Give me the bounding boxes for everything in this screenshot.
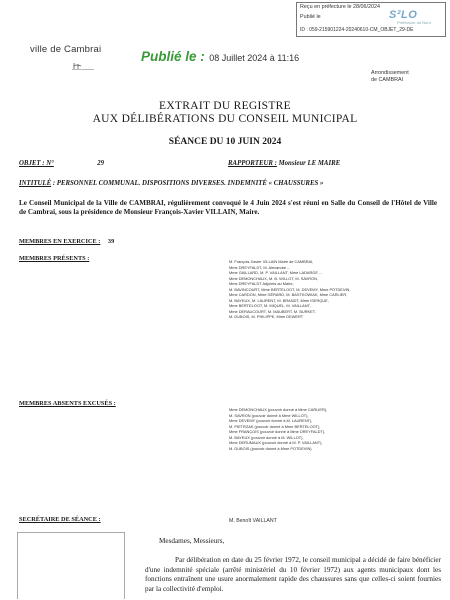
published-date: 08 Juillet 2024 à 11:16 <box>209 53 300 63</box>
published-banner <box>141 48 299 66</box>
list-item: Mme BERTELOOT, M. MIQUEL, M. VAILLANT, <box>229 303 311 309</box>
list-item: M. BAYEUX, M. LAURENT, M. BRANDT, Mme ISERQUE, <box>229 297 329 303</box>
city-logo: ville de Cambrai <box>30 44 102 55</box>
secretaire-label: SECRÉTAIRE DE SÉANCE : <box>19 516 101 523</box>
arrondissement <box>371 70 409 84</box>
stamp-published: Publié le <box>300 14 321 20</box>
list-item: Mme DEVEMY (pouvoir donné à M. LAURENT), <box>229 418 313 424</box>
objet-label: OBJET : N° <box>19 160 54 167</box>
stamp-brand-sub: Préfecture du Nord <box>397 20 431 25</box>
stamp-brand: S²LO <box>389 9 418 21</box>
exercice-count: 39 <box>107 238 115 245</box>
list-item: M. DUBOIS (pouvoir donné à Mme POTDEVIN) <box>229 445 312 451</box>
arrondissement-line2: de CAMBRAI <box>371 77 404 83</box>
list-item: M. SAVRON (pouvoir donné à Mme WILLOT), <box>229 412 309 418</box>
salutation: Mesdames, Messieurs, <box>159 537 225 545</box>
intitule-text: : PERSONNEL COMMUNAL. DISPOSITIONS DIVERSES. INDEMNITÉ « CHAUSSURES » <box>52 180 324 187</box>
logo-mark-icon <box>72 57 94 65</box>
list-item: Mme DEMONCHAUX, M. B. WILLOT, M. SAVRON, <box>229 275 318 281</box>
body-paragraph: Par délibération en date du 25 février 1972, le conseil municipal a décidé de faire bénéficier d'une indemnité spéciale (arrêté ministériel du 10 février 1972) aux agents municipaux dont les fonctions entraînent une usure anormalement rapide des chaussures sans que celles-ci soient fournies par la collectivité d'emploi. <box>145 556 441 593</box>
list-item: M. DUBOIS, M. PHILIPPE, Mme DEWERT <box>229 314 304 320</box>
rapporteur-name: Monsieur LE MAIRE <box>278 160 341 167</box>
rapporteur-label: RAPPORTEUR : <box>228 160 277 167</box>
list-item: Mme DERAUCOURT, M. MAUBERT, M. BURKET, <box>229 308 316 314</box>
published-label: Publié le : <box>141 49 205 64</box>
absents-list <box>229 407 327 451</box>
list-item: M. BAYEUX (pouvoir donné à M. WILLOT), <box>229 434 304 440</box>
secretaire-name: M. Benoît VAILLANT <box>229 518 277 524</box>
absents-label: MEMBRES ABSENTS EXCUSÉS : <box>19 400 116 407</box>
seance-date: SÉANCE DU 10 JUIN 2024 <box>168 137 282 147</box>
list-item: M. François-Xavier VILLAIN Maire de CAMBRAI, <box>229 259 314 264</box>
register-title-line2: AUX DÉLIBÉRATIONS DU CONSEIL MUNICIPAL <box>92 113 358 125</box>
arrondissement-line1: Arrondissement <box>371 70 409 76</box>
intitule-line <box>19 180 323 187</box>
objet-number: 29 <box>97 160 105 167</box>
list-item: M. BAVINCOURT, Mme BERTELOOT, M. DEVEMY, Mme POTDEVIN, <box>229 286 351 292</box>
presents-label: MEMBRES PRÉSENTS : <box>19 255 90 262</box>
register-title-line1: EXTRAIT DU REGISTRE <box>159 100 291 112</box>
objet-line <box>19 160 104 167</box>
intitule-label: INTITULÉ <box>19 180 52 187</box>
list-item: Mme DREYFALDT Adjoints au Maire, <box>229 281 294 287</box>
list-item: Mme DEMONCHAUX (pouvoir donné à Mme CARLIER), <box>229 407 328 412</box>
list-item: Mme FRANÇOIS (pouvoir donné à Mme DREYFALDT), <box>229 429 326 435</box>
stamp-id: ID : 059-215901224-20240610-CM_OBJET_29-DE <box>300 27 414 33</box>
stamp-received: Reçu en préfecture le 28/06/2024 <box>300 4 381 10</box>
list-item: Mme DREYFALDT, M. Alexandre ... <box>229 264 291 270</box>
presents-list <box>229 259 350 320</box>
list-item: Mme CARDON, Mme GÉRARD, M. BASTKOWIAK, Mme CARLIER, <box>229 292 348 298</box>
exercice-line <box>19 238 114 245</box>
signature-box <box>17 532 125 599</box>
list-item: Mme GAILLARD, M. P. VAILLANT, Mme LADARGE ... <box>229 270 323 276</box>
intro-paragraph: Le Conseil Municipal de la Ville de CAMBRAI, régulièrement convoqué le 4 Juin 2024 s'est réuni en Salle du Conseil de l'Hôtel de Ville de Cambrai, sous la présidence de Monsieur François-Xavier VILLAIN, Maire. <box>19 199 437 216</box>
list-item: Mme DERUMAUX (pouvoir donné à M. P. VAILLANT), <box>229 440 323 446</box>
exercice-label: MEMBRES EN EXERCICE : <box>19 238 101 245</box>
list-item: M. PIETRZAK (pouvoir donné à Mme BERTELOOT), <box>229 423 321 429</box>
rapporteur-line <box>228 160 340 167</box>
prefecture-stamp <box>296 2 446 37</box>
